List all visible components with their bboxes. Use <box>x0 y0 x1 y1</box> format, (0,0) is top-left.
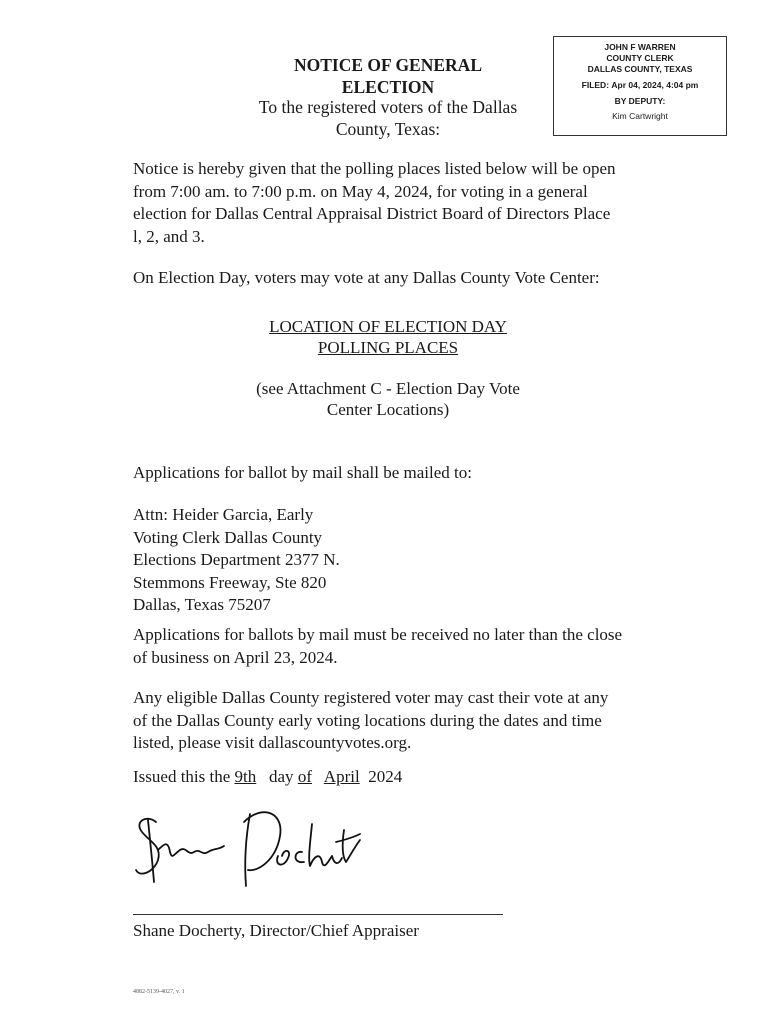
deadline-paragraph <box>133 624 653 669</box>
intro-line: from 7:00 am. to 7:00 p.m. on May 4, 2024, for voting in a general <box>133 181 588 201</box>
issued-mid-1: day <box>256 767 298 786</box>
issued-of: of <box>297 767 312 786</box>
issued-month: April <box>323 767 360 786</box>
issued-mid-2 <box>312 767 324 786</box>
issued-day: 9th <box>234 767 257 786</box>
notice-title-line-2: ELECTION <box>341 77 435 97</box>
attachment-line-1: (see Attachment C - Election Day Vote <box>256 379 520 398</box>
stamp-deputy-label: BY DEPUTY: <box>614 96 666 106</box>
document-id: 4882-5139-4027, v. 1 <box>133 989 185 995</box>
location-heading-line-1: LOCATION OF ELECTION DAY <box>269 317 507 336</box>
issued-line <box>133 766 653 789</box>
stamp-clerk-title: COUNTY CLERK <box>606 53 674 63</box>
signatory-name-title: Shane Docherty, Director/Chief Appraiser <box>133 921 419 940</box>
deadline-line: of business on April 23, 2024. <box>133 647 338 667</box>
attachment-reference <box>230 378 546 420</box>
notice-title-line-1: NOTICE OF GENERAL <box>294 55 482 75</box>
stamp-filed <box>554 80 726 91</box>
notice-subtitle-line-1: To the registered voters of the Dallas <box>258 97 518 117</box>
eligible-line: Any eligible Dallas County registered voter may cast their vote at any <box>133 688 609 707</box>
mailing-address <box>133 504 653 617</box>
address-line: Attn: Heider Garcia, Early <box>133 505 314 524</box>
address-line: Voting Clerk Dallas County <box>133 527 323 547</box>
eligible-line: of the Dallas County early voting locations during the dates and time <box>133 710 602 730</box>
eligible-voter-paragraph <box>133 687 653 755</box>
signature-line <box>133 914 503 915</box>
location-heading <box>230 316 546 358</box>
eligible-line: listed, please visit dallascountyvotes.org. <box>133 733 412 752</box>
notice-subtitle <box>230 96 546 140</box>
election-day-text: On Election Day, voters may vote at any Dallas County Vote Center: <box>133 268 600 287</box>
intro-paragraph <box>133 158 653 248</box>
address-line: Elections Department 2377 N. <box>133 550 340 569</box>
notice-subtitle-line-2: County, Texas: <box>335 119 441 139</box>
stamp-county: DALLAS COUNTY, TEXAS <box>587 64 693 74</box>
issued-year: 2024 <box>359 767 403 786</box>
address-line: Stemmons Freeway, Ste 820 <box>133 572 327 592</box>
attachment-line-2: Center Locations) <box>326 400 450 419</box>
intro-line: Notice is hereby given that the polling places listed below will be open <box>133 159 616 178</box>
deadline-line: Applications for ballots by mail must be received no later than the close <box>133 625 623 644</box>
stamp-clerk-name: JOHN F WARREN <box>604 42 676 52</box>
stamp-deputy-name: Kim Cartwright <box>612 111 668 121</box>
stamp-filed-label: FILED: <box>581 80 610 90</box>
handwritten-signature <box>128 800 368 895</box>
notice-title <box>230 54 546 98</box>
intro-line: l, 2, and 3. <box>133 226 205 246</box>
mail-intro: Applications for ballot by mail shall be mailed to: <box>133 463 472 482</box>
issued-prefix: Issued this the <box>133 767 235 786</box>
stamp-filed-value: Apr 04, 2024, 4:04 pm <box>611 80 699 90</box>
intro-line: election for Dallas Central Appraisal District Board of Directors Place <box>133 204 611 223</box>
location-heading-line-2: POLLING PLACES <box>317 338 459 357</box>
address-line: Dallas, Texas 75207 <box>133 595 271 614</box>
filing-stamp <box>553 36 727 136</box>
